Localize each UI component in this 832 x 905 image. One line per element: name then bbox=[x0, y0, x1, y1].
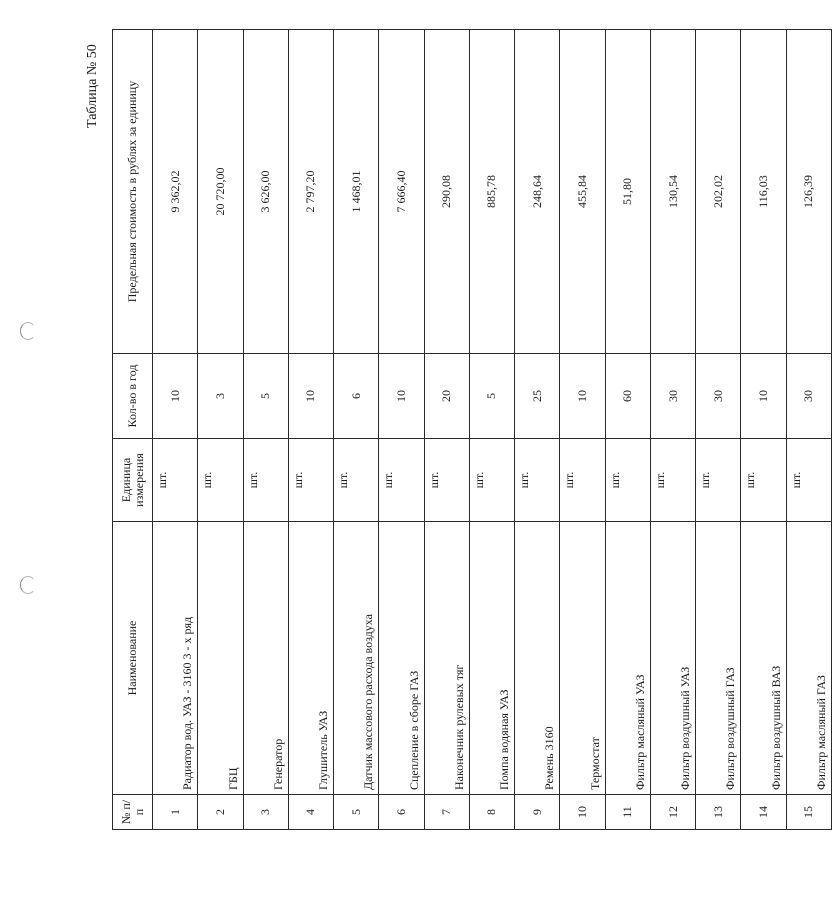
cell-name: Генератор bbox=[243, 522, 288, 795]
cell-num: 11 bbox=[605, 795, 650, 830]
cell-unit: шт. bbox=[334, 439, 379, 522]
cell-qty: 6 bbox=[334, 354, 379, 439]
cell-price: 2 797,20 bbox=[288, 30, 333, 354]
cell-name: Помпа водяная УАЗ bbox=[469, 522, 514, 795]
table-caption: Таблица № 50 bbox=[85, 44, 100, 128]
cell-num: 15 bbox=[786, 795, 831, 830]
cell-name: ГБЦ bbox=[198, 522, 243, 795]
cell-num: 14 bbox=[741, 795, 786, 830]
cell-name: Наконечник рулевых тяг bbox=[424, 522, 469, 795]
header-price: Предельная стоимость в рублях за единицу bbox=[113, 30, 153, 354]
cell-price: 51,80 bbox=[605, 30, 650, 354]
table-row bbox=[243, 30, 288, 830]
cell-name: Фильтр воздушный ВАЗ bbox=[741, 522, 786, 795]
cell-price: 9 362,02 bbox=[153, 30, 198, 354]
cell-num: 12 bbox=[650, 795, 695, 830]
cell-name: Глушитель УАЗ bbox=[288, 522, 333, 795]
cell-price: 3 626,00 bbox=[243, 30, 288, 354]
cell-price: 130,54 bbox=[650, 30, 695, 354]
cell-qty: 10 bbox=[560, 354, 605, 439]
table-row bbox=[288, 30, 333, 830]
cell-unit: шт. bbox=[741, 439, 786, 522]
cell-unit: шт. bbox=[243, 439, 288, 522]
cell-num: 4 bbox=[288, 795, 333, 830]
table-body bbox=[153, 30, 832, 830]
punch-hole-mark bbox=[20, 322, 36, 340]
cell-qty: 10 bbox=[379, 354, 424, 439]
cell-qty: 30 bbox=[650, 354, 695, 439]
table-row bbox=[786, 30, 831, 830]
cell-qty: 5 bbox=[469, 354, 514, 439]
table-row bbox=[515, 30, 560, 830]
cell-qty: 30 bbox=[696, 354, 741, 439]
cell-qty: 3 bbox=[198, 354, 243, 439]
cell-price: 7 666,40 bbox=[379, 30, 424, 354]
cell-name: Фильтр воздушный УАЗ bbox=[650, 522, 695, 795]
cell-unit: шт. bbox=[696, 439, 741, 522]
cell-price: 116,03 bbox=[741, 30, 786, 354]
cell-unit: шт. bbox=[560, 439, 605, 522]
cell-unit: шт. bbox=[650, 439, 695, 522]
cell-num: 3 bbox=[243, 795, 288, 830]
cell-name: Фильтр воздушный ГАЗ bbox=[696, 522, 741, 795]
cell-unit: шт. bbox=[198, 439, 243, 522]
cell-num: 7 bbox=[424, 795, 469, 830]
table-row bbox=[424, 30, 469, 830]
cell-name: Фильтр масляный ГАЗ bbox=[786, 522, 831, 795]
cell-price: 1 468,01 bbox=[334, 30, 379, 354]
table-row bbox=[560, 30, 605, 830]
cell-name: Фильтр масляный УАЗ bbox=[605, 522, 650, 795]
cell-qty: 20 bbox=[424, 354, 469, 439]
cell-num: 9 bbox=[515, 795, 560, 830]
header-row bbox=[113, 30, 153, 830]
cell-unit: шт. bbox=[288, 439, 333, 522]
header-name: Наименование bbox=[113, 522, 153, 795]
table-row bbox=[696, 30, 741, 830]
cell-unit: шт. bbox=[469, 439, 514, 522]
table-row bbox=[334, 30, 379, 830]
cell-name: Датчик массового расхода воздуха bbox=[334, 522, 379, 795]
cell-qty: 30 bbox=[786, 354, 831, 439]
rotated-table-container bbox=[112, 30, 832, 830]
table-row bbox=[379, 30, 424, 830]
table-header bbox=[113, 30, 153, 830]
table-row bbox=[741, 30, 786, 830]
header-unit: Единица измерения bbox=[113, 439, 153, 522]
table-row bbox=[469, 30, 514, 830]
punch-hole-mark bbox=[20, 576, 36, 594]
cell-num: 10 bbox=[560, 795, 605, 830]
cell-price: 126,39 bbox=[786, 30, 831, 354]
cell-price: 20 720,00 bbox=[198, 30, 243, 354]
cell-unit: шт. bbox=[379, 439, 424, 522]
cell-num: 1 bbox=[153, 795, 198, 830]
table-row bbox=[153, 30, 198, 830]
cell-price: 248,64 bbox=[515, 30, 560, 354]
cell-qty: 10 bbox=[741, 354, 786, 439]
cell-name: Термостат bbox=[560, 522, 605, 795]
table-row bbox=[650, 30, 695, 830]
cell-qty: 10 bbox=[288, 354, 333, 439]
table-row bbox=[198, 30, 243, 830]
cell-qty: 10 bbox=[153, 354, 198, 439]
header-qty: Кол-во в год bbox=[113, 354, 153, 439]
cell-qty: 60 bbox=[605, 354, 650, 439]
cell-unit: шт. bbox=[153, 439, 198, 522]
cell-num: 6 bbox=[379, 795, 424, 830]
cell-name: Радиатор вод. УАЗ - 3160 3 - х ряд bbox=[153, 522, 198, 795]
table-row bbox=[605, 30, 650, 830]
cell-unit: шт. bbox=[515, 439, 560, 522]
cell-num: 8 bbox=[469, 795, 514, 830]
cell-price: 455,84 bbox=[560, 30, 605, 354]
cell-qty: 5 bbox=[243, 354, 288, 439]
price-table bbox=[112, 29, 832, 830]
cell-price: 885,78 bbox=[469, 30, 514, 354]
cell-num: 13 bbox=[696, 795, 741, 830]
cell-unit: шт. bbox=[786, 439, 831, 522]
cell-unit: шт. bbox=[605, 439, 650, 522]
cell-price: 202,02 bbox=[696, 30, 741, 354]
cell-qty: 25 bbox=[515, 354, 560, 439]
cell-name: Сцепление в сборе ГАЗ bbox=[379, 522, 424, 795]
cell-num: 5 bbox=[334, 795, 379, 830]
cell-price: 290,08 bbox=[424, 30, 469, 354]
cell-num: 2 bbox=[198, 795, 243, 830]
header-num: № п/п bbox=[113, 795, 153, 830]
cell-unit: шт. bbox=[424, 439, 469, 522]
cell-name: Ремень 3160 bbox=[515, 522, 560, 795]
